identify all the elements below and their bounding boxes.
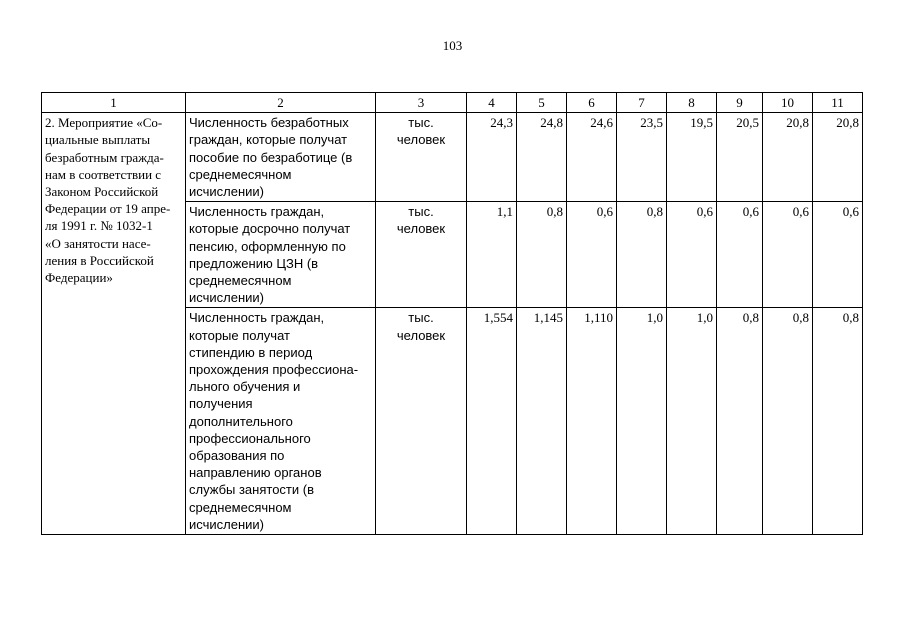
indicator-line: граждан, которые получат bbox=[189, 132, 348, 148]
value-cell: 1,110 bbox=[567, 308, 617, 535]
value-cell: 1,0 bbox=[617, 308, 667, 535]
header-cell: 7 bbox=[617, 93, 667, 113]
indicator-line: дополнительного bbox=[189, 413, 293, 429]
value-cell: 0,6 bbox=[567, 202, 617, 308]
value-cell: 1,0 bbox=[667, 308, 717, 535]
indicator-line: исчислении) bbox=[189, 290, 264, 306]
indicator-line: пособие по безработице (в bbox=[189, 149, 353, 165]
unit-line: человек bbox=[396, 221, 446, 237]
indicator-line: направлению органов bbox=[189, 465, 322, 481]
indicator-line: образования по bbox=[189, 448, 285, 464]
measure-line: циальные выплаты bbox=[45, 132, 151, 148]
value-cell: 20,8 bbox=[813, 113, 863, 202]
measure-line: 2. Мероприятие «Со- bbox=[45, 115, 163, 131]
indicator-line: исчислении) bbox=[189, 516, 264, 532]
value-cell: 20,5 bbox=[717, 113, 763, 202]
value-cell: 1,554 bbox=[467, 308, 517, 535]
header-cell: 1 bbox=[42, 93, 186, 113]
indicator-line: которые получат bbox=[189, 327, 290, 343]
header-cell: 2 bbox=[186, 93, 376, 113]
indicator-line: получения bbox=[189, 396, 253, 412]
header-row bbox=[42, 93, 863, 113]
indicator-line: исчислении) bbox=[189, 184, 264, 200]
value-cell: 0,6 bbox=[667, 202, 717, 308]
value-cell: 0,8 bbox=[763, 308, 813, 535]
measure-line: Законом Российской bbox=[45, 184, 159, 200]
header-cell: 9 bbox=[717, 93, 763, 113]
measure-line: Федерации» bbox=[45, 270, 113, 286]
value-cell: 0,6 bbox=[717, 202, 763, 308]
value-cell: 0,8 bbox=[617, 202, 667, 308]
indicator-line: Численность граждан, bbox=[189, 204, 325, 220]
table-row bbox=[42, 113, 863, 202]
value-cell: 24,3 bbox=[467, 113, 517, 202]
unit-line: тыс. bbox=[408, 204, 434, 220]
measure-line: ля 1991 г. № 1032-1 bbox=[45, 218, 153, 234]
indicator-line: стипендию в период bbox=[189, 344, 313, 360]
header-cell: 8 bbox=[667, 93, 717, 113]
measures-table bbox=[41, 92, 863, 535]
value-cell: 0,8 bbox=[813, 308, 863, 535]
value-cell: 0,8 bbox=[717, 308, 763, 535]
value-cell: 1,1 bbox=[467, 202, 517, 308]
indicator-line: среднемесячном bbox=[189, 166, 292, 182]
unit-line: человек bbox=[396, 327, 446, 343]
indicator-line: которые досрочно получат bbox=[189, 221, 351, 237]
value-cell: 1,145 bbox=[517, 308, 567, 535]
measure-line: безработным гражда- bbox=[45, 149, 164, 165]
header-cell: 5 bbox=[517, 93, 567, 113]
measure-line: «О занятости насе- bbox=[45, 235, 151, 251]
indicator-cell bbox=[186, 113, 376, 202]
value-cell: 24,6 bbox=[567, 113, 617, 202]
header-cell: 10 bbox=[763, 93, 813, 113]
measure-cell bbox=[42, 113, 186, 535]
value-cell: 0,6 bbox=[763, 202, 813, 308]
value-cell: 0,8 bbox=[517, 202, 567, 308]
indicator-line: прохождения профессиона- bbox=[189, 362, 359, 378]
unit-line: человек bbox=[396, 132, 446, 148]
unit-cell bbox=[376, 308, 467, 535]
indicator-line: Численность граждан, bbox=[189, 310, 325, 326]
indicator-line: профессионального bbox=[189, 430, 311, 446]
header-cell: 3 bbox=[376, 93, 467, 113]
value-cell: 24,8 bbox=[517, 113, 567, 202]
indicator-cell bbox=[186, 308, 376, 535]
value-cell: 20,8 bbox=[763, 113, 813, 202]
indicator-cell bbox=[186, 202, 376, 308]
value-cell: 19,5 bbox=[667, 113, 717, 202]
value-cell: 23,5 bbox=[617, 113, 667, 202]
unit-line: тыс. bbox=[408, 310, 434, 326]
value-cell: 0,6 bbox=[813, 202, 863, 308]
indicator-line: среднемесячном bbox=[189, 273, 292, 289]
measure-line: Федерации от 19 апре- bbox=[45, 201, 171, 217]
header-cell: 4 bbox=[467, 93, 517, 113]
page-number: 103 bbox=[442, 38, 463, 53]
header-cell: 6 bbox=[567, 93, 617, 113]
measure-line: нам в соответствии с bbox=[45, 166, 162, 182]
indicator-line: Численность безработных bbox=[189, 115, 349, 131]
unit-cell bbox=[376, 202, 467, 308]
unit-cell bbox=[376, 113, 467, 202]
indicator-line: предложению ЦЗН (в bbox=[189, 255, 319, 271]
unit-line: тыс. bbox=[408, 115, 434, 131]
header-cell: 11 bbox=[813, 93, 863, 113]
measure-line: ления в Российской bbox=[45, 252, 154, 268]
indicator-line: среднемесячном bbox=[189, 499, 292, 515]
indicator-line: льного обучения и bbox=[189, 379, 301, 395]
indicator-line: пенсию, оформленную по bbox=[189, 238, 346, 254]
indicator-line: службы занятости (в bbox=[189, 482, 314, 498]
